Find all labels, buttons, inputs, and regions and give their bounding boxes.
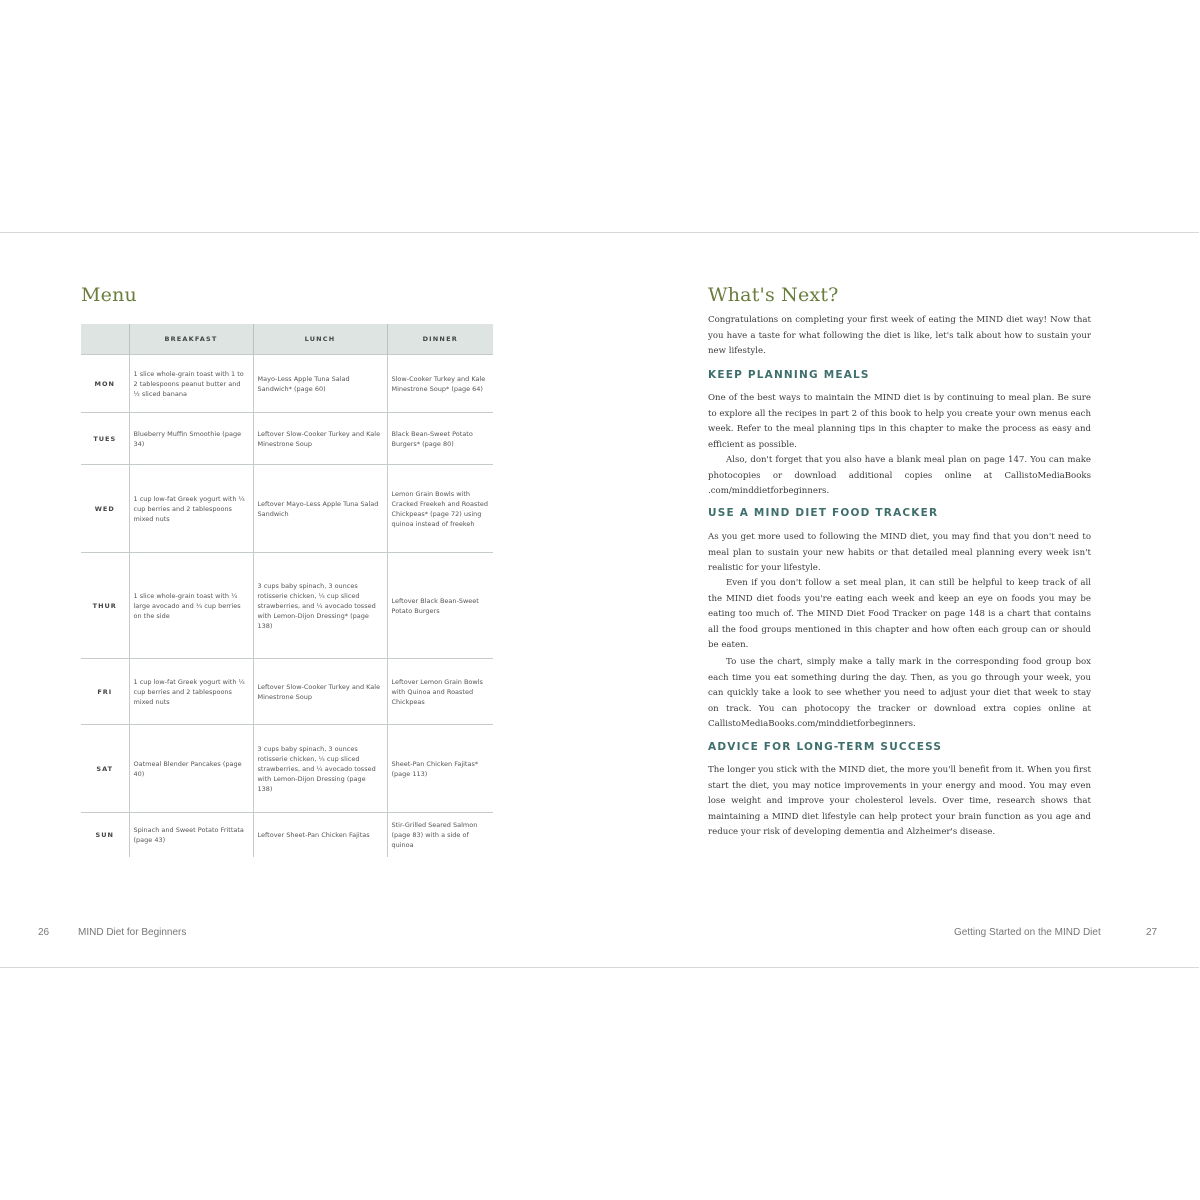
whats-next-heading: What's Next? bbox=[708, 284, 839, 306]
day-cell: SAT bbox=[81, 725, 129, 813]
breakfast-cell: 1 slice whole-grain toast with 1 to 2 tablespoons peanut butter and ½ sliced banana bbox=[129, 355, 253, 413]
day-cell: MON bbox=[81, 355, 129, 413]
menu-heading: Menu bbox=[81, 284, 137, 306]
breakfast-cell: 1 slice whole-grain toast with ¼ large avocado and ¾ cup berries on the side bbox=[129, 553, 253, 659]
breakfast-cell: Spinach and Sweet Potato Frittata (page 43) bbox=[129, 813, 253, 857]
left-page bbox=[0, 233, 600, 967]
dinner-cell: Black Bean-Sweet Potato Burgers* (page 80) bbox=[387, 413, 493, 465]
table-row bbox=[81, 725, 493, 813]
dinner-cell: Slow-Cooker Turkey and Kale Minestrone Soup* (page 64) bbox=[387, 355, 493, 413]
day-cell: SUN bbox=[81, 813, 129, 857]
paragraph: The longer you stick with the MIND diet, the more you'll benefit from it. When you first start the diet, you may notice improvements in your energy and mood. You may even lose weight and improve your cholesterol levels. Over time, research shows that maintaining a MIND diet lifestyle can help protect your brain function as you age and reduce your risk of developing dementia and Alzheimer's disease. bbox=[708, 765, 1091, 837]
paragraph: Also, don't forget that you also have a blank meal plan on page 147. You can make photocopies or download additional copies online at CallistoMediaBooks .com/minddietforbeginners. bbox=[708, 455, 1091, 496]
paragraph: To use the chart, simply make a tally mark in the corresponding food group box each time you eat something during the day. Then, as you go through your week, you can quickly take a look to see whether you need to adjust your diet that week to stay on track. You can photocopy the tracker or download extra copies online at CallistoMediaBooks.com/minddietforbeginners. bbox=[708, 657, 1091, 729]
dinner-cell: Leftover Black Bean-Sweet Potato Burgers bbox=[387, 553, 493, 659]
day-cell: TUES bbox=[81, 413, 129, 465]
breakfast-cell: Oatmeal Blender Pancakes (page 40) bbox=[129, 725, 253, 813]
lunch-cell: Leftover Slow-Cooker Turkey and Kale Minestrone Soup bbox=[253, 659, 387, 725]
day-cell: WED bbox=[81, 465, 129, 553]
breakfast-cell: 1 cup low-fat Greek yogurt with ¼ cup berries and 2 tablespoons mixed nuts bbox=[129, 465, 253, 553]
header-lunch: LUNCH bbox=[253, 324, 387, 355]
day-cell: THUR bbox=[81, 553, 129, 659]
lunch-cell: 3 cups baby spinach, 3 ounces rotisserie chicken, ¼ cup sliced strawberries, and ¼ avocado tossed with Lemon-Dijon Dressing* (page 138) bbox=[253, 553, 387, 659]
dinner-cell: Stir-Grilled Seared Salmon (page 83) with a side of quinoa bbox=[387, 813, 493, 857]
dinner-cell: Lemon Grain Bowls with Cracked Freekeh and Roasted Chickpeas* (page 72) using quinoa instead of freekeh bbox=[387, 465, 493, 553]
breakfast-cell: 1 cup low-fat Greek yogurt with ¼ cup berries and 2 tablespoons mixed nuts bbox=[129, 659, 253, 725]
paragraph: As you get more used to following the MIND diet, you may find that you don't need to meal plan to sustain your new habits or that detailed meal planning every week isn't realistic for your lifestyle. bbox=[708, 532, 1091, 573]
paragraph: One of the best ways to maintain the MIND diet is by continuing to meal plan. Be sure to explore all the recipes in part 2 of this book to help you create your own menus each week. Refer to the meal planning tips in this chapter to make the process as easy and efficient as possible. bbox=[708, 393, 1091, 450]
table-header-row bbox=[81, 324, 493, 355]
section-title-long-term: ADVICE FOR LONG-TERM SUCCESS bbox=[708, 741, 943, 753]
dinner-cell: Sheet-Pan Chicken Fajitas* (page 113) bbox=[387, 725, 493, 813]
lunch-cell: Leftover Sheet-Pan Chicken Fajitas bbox=[253, 813, 387, 857]
dinner-cell: Leftover Lemon Grain Bowls with Quinoa and Roasted Chickpeas bbox=[387, 659, 493, 725]
right-running-head: Getting Started on the MIND Diet bbox=[954, 927, 1101, 938]
header-breakfast: BREAKFAST bbox=[129, 324, 253, 355]
book-spread bbox=[0, 232, 1199, 968]
intro-paragraph: Congratulations on completing your first week of eating the MIND diet way! Now that you have a taste for what following the diet is like, let's talk about how to sustain your new lifestyle. bbox=[708, 315, 1091, 356]
header-dinner: DINNER bbox=[387, 324, 493, 355]
table-row bbox=[81, 553, 493, 659]
left-running-head: MIND Diet for Beginners bbox=[78, 927, 187, 938]
section-title-food-tracker: USE A MIND DIET FOOD TRACKER bbox=[708, 507, 939, 519]
right-page-number: 27 bbox=[1146, 927, 1158, 938]
menu-table bbox=[81, 324, 493, 857]
lunch-cell: Mayo-Less Apple Tuna Salad Sandwich* (page 60) bbox=[253, 355, 387, 413]
paragraph: Even if you don't follow a set meal plan, it can still be helpful to keep track of all the MIND diet foods you're eating each week and keep an eye on foods you may be eating too much of. The MIND Diet Food Tracker on page 148 is a chart that contains all the food groups mentioned in this chapter and how often each group can or should be eaten. bbox=[708, 578, 1091, 650]
table-row bbox=[81, 659, 493, 725]
header-day bbox=[81, 324, 129, 355]
breakfast-cell: Blueberry Muffin Smoothie (page 34) bbox=[129, 413, 253, 465]
lunch-cell: Leftover Slow-Cooker Turkey and Kale Minestrone Soup bbox=[253, 413, 387, 465]
table-row bbox=[81, 413, 493, 465]
left-page-number: 26 bbox=[38, 927, 50, 938]
lunch-cell: 3 cups baby spinach, 3 ounces rotisserie chicken, ¼ cup sliced strawberries, and ¼ avocado tossed with Lemon-Dijon Dressing (page 138) bbox=[253, 725, 387, 813]
lunch-cell: Leftover Mayo-Less Apple Tuna Salad Sandwich bbox=[253, 465, 387, 553]
table-row bbox=[81, 355, 493, 413]
section-title-keep-planning: KEEP PLANNING MEALS bbox=[708, 369, 870, 381]
table-row bbox=[81, 465, 493, 553]
right-page bbox=[600, 233, 1200, 967]
day-cell: FRI bbox=[81, 659, 129, 725]
table-row bbox=[81, 813, 493, 857]
